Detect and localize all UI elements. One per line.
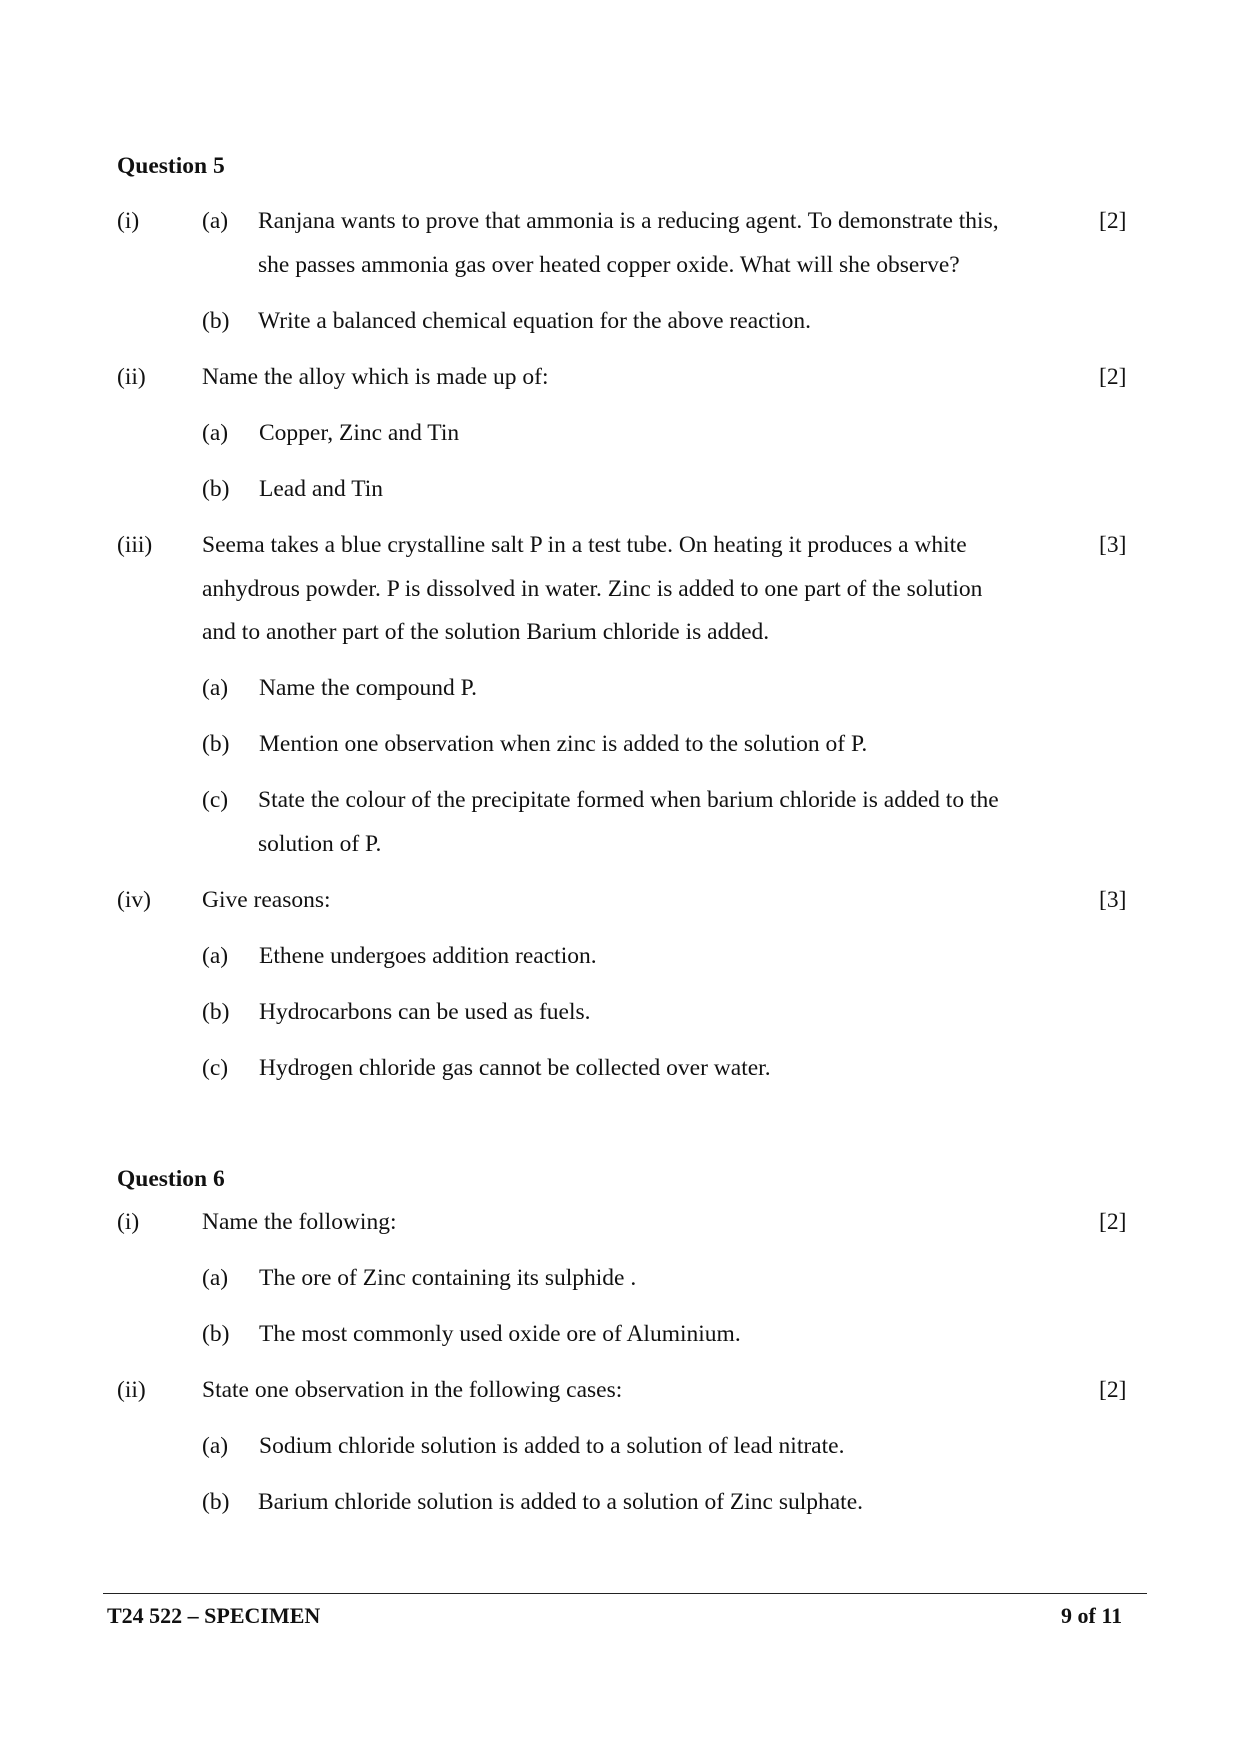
q5-ii-a-text: Copper, Zinc and Tin xyxy=(259,420,460,446)
q6-i-b-text: The most commonly used oxide ore of Aluminium. xyxy=(259,1321,741,1347)
q5-iv-a-text: Ethene undergoes addition reaction. xyxy=(259,943,597,969)
q6-ii-marks: [2] xyxy=(1099,1377,1127,1403)
q5-iii-c-line1: State the colour of the precipitate formed when barium chloride is added to the xyxy=(258,787,999,813)
q5-iii-line1: Seema takes a blue crystalline salt P in a test tube. On heating it produces a white xyxy=(202,532,967,558)
q5-i-a-label: (a) xyxy=(202,208,229,234)
footer-rule xyxy=(103,1593,1147,1594)
q5-i-a-line1: Ranjana wants to prove that ammonia is a reducing agent. To demonstrate this, xyxy=(258,208,999,234)
q6-ii-text: State one observation in the following cases: xyxy=(202,1377,623,1403)
q5-iii-marks: [3] xyxy=(1099,532,1127,558)
q5-iii-line2: anhydrous powder. P is dissolved in water. Zinc is added to one part of the solution xyxy=(202,576,983,602)
q5-iv-marks: [3] xyxy=(1099,887,1127,913)
q6-i-marks: [2] xyxy=(1099,1209,1127,1235)
q5-iii-c-line2: solution of P. xyxy=(258,831,382,857)
q6-i-a-label: (a) xyxy=(202,1265,229,1291)
q5-ii-number: (ii) xyxy=(117,364,146,390)
q5-ii-marks: [2] xyxy=(1099,364,1127,390)
q6-i-text: Name the following: xyxy=(202,1209,397,1235)
q6-ii-number: (ii) xyxy=(117,1377,146,1403)
q5-iii-c-label: (c) xyxy=(202,787,229,813)
q5-iii-number: (iii) xyxy=(117,532,153,558)
q5-iv-c-label: (c) xyxy=(202,1055,229,1081)
q5-iii-a-label: (a) xyxy=(202,675,229,701)
q6-ii-a-text: Sodium chloride solution is added to a solution of lead nitrate. xyxy=(259,1433,845,1459)
q5-iv-number: (iv) xyxy=(117,887,151,913)
q6-i-b-label: (b) xyxy=(202,1321,230,1347)
q5-i-number: (i) xyxy=(117,208,140,234)
footer-page-number: 9 of 11 xyxy=(1061,1603,1123,1628)
q5-iii-b-label: (b) xyxy=(202,731,230,757)
q5-ii-b-label: (b) xyxy=(202,476,230,502)
q6-i-a-text: The ore of Zinc containing its sulphide . xyxy=(259,1265,637,1291)
q5-ii-a-label: (a) xyxy=(202,420,229,446)
q5-iv-text: Give reasons: xyxy=(202,887,331,913)
q5-i-b-label: (b) xyxy=(202,308,230,334)
question-5-title: Question 5 xyxy=(117,153,225,179)
q5-i-b-text: Write a balanced chemical equation for the above reaction. xyxy=(258,308,811,334)
q5-ii-b-text: Lead and Tin xyxy=(259,476,384,502)
q5-iv-c-text: Hydrogen chloride gas cannot be collected over water. xyxy=(259,1055,771,1081)
footer-paper-code: T24 522 – SPECIMEN xyxy=(107,1603,321,1628)
q6-i-number: (i) xyxy=(117,1209,140,1235)
q6-ii-b-label: (b) xyxy=(202,1489,230,1515)
question-6-title: Question 6 xyxy=(117,1166,225,1192)
q5-iv-b-label: (b) xyxy=(202,999,230,1025)
q5-iv-a-label: (a) xyxy=(202,943,229,969)
q5-iii-b-text: Mention one observation when zinc is added to the solution of P. xyxy=(259,731,868,757)
q6-ii-b-text: Barium chloride solution is added to a solution of Zinc sulphate. xyxy=(258,1489,864,1515)
q5-i-a-line2: she passes ammonia gas over heated copper oxide. What will she observe? xyxy=(258,252,960,278)
q5-ii-text: Name the alloy which is made up of: xyxy=(202,364,549,390)
q5-i-marks: [2] xyxy=(1099,208,1127,234)
q6-ii-a-label: (a) xyxy=(202,1433,229,1459)
q5-iii-line3: and to another part of the solution Barium chloride is added. xyxy=(202,619,770,645)
q5-iii-a-text: Name the compound P. xyxy=(259,675,477,701)
q5-iv-b-text: Hydrocarbons can be used as fuels. xyxy=(259,999,591,1025)
